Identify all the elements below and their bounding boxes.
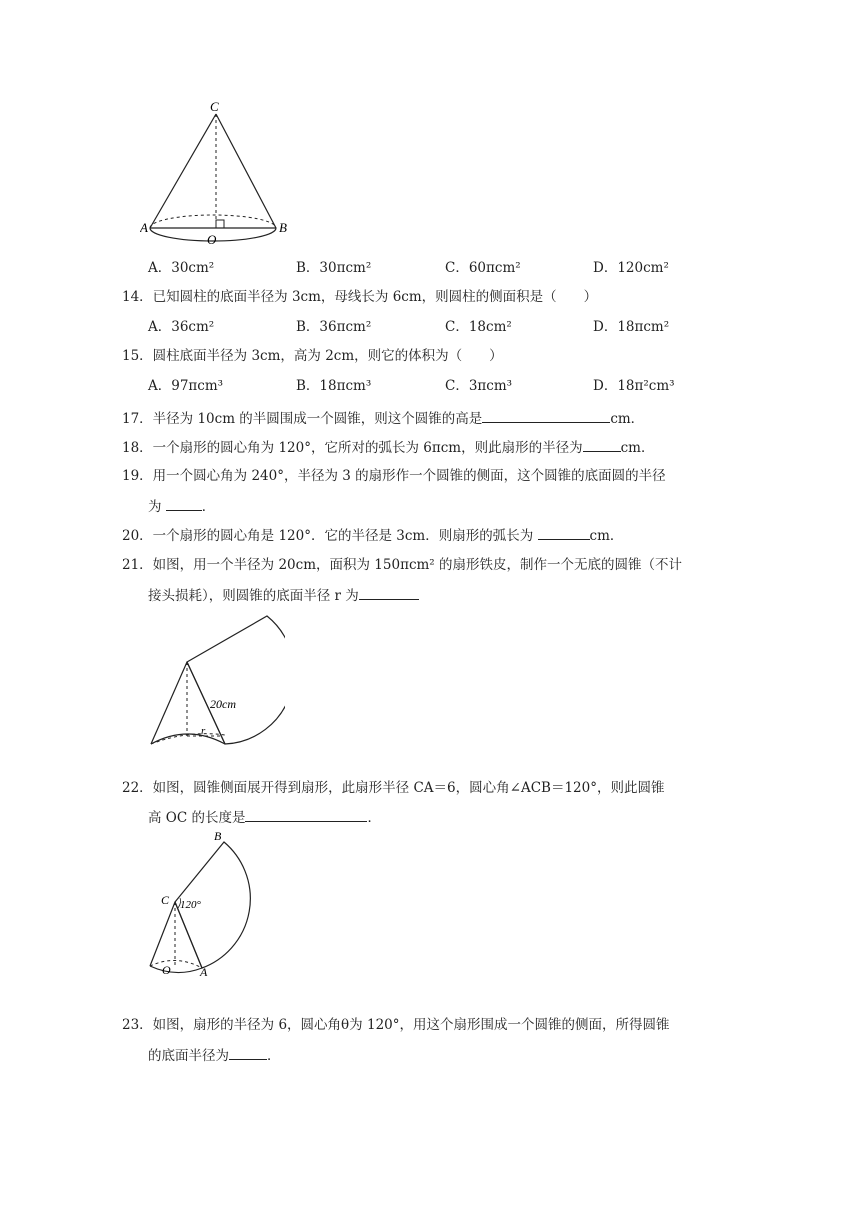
q18-unit: cm． bbox=[620, 440, 655, 456]
q20-text: 20．一个扇形的圆心角是 120°．它的半径是 3cm．则扇形的弧长为 bbox=[122, 528, 534, 544]
q19-answer-blank[interactable] bbox=[166, 497, 202, 511]
q14-option-c: C．18cm² bbox=[445, 319, 512, 335]
q19-text: 为 bbox=[148, 499, 162, 515]
angle-label: 120° bbox=[180, 899, 201, 911]
label-B: B bbox=[279, 220, 287, 235]
radius-label: 20cm bbox=[210, 697, 236, 711]
q17-text: 17．半径为 10cm 的半圆围成一个圆锥，则这个圆锥的高是 bbox=[122, 411, 483, 427]
label-A: A bbox=[200, 965, 208, 978]
q22-end: ． bbox=[367, 810, 381, 826]
question-23-line2 bbox=[148, 1046, 281, 1065]
question-18 bbox=[122, 438, 654, 457]
q22-answer-blank[interactable] bbox=[245, 808, 367, 822]
question-15: 15．圆柱底面半径为 3cm，高为 2cm，则它的体积为（ ） bbox=[122, 348, 503, 364]
q18-text: 18．一个扇形的圆心角为 120°，它所对的弧长为 6πcm，则此扇形的半径为 bbox=[122, 440, 583, 456]
q23-answer-blank[interactable] bbox=[229, 1046, 267, 1060]
q14-option-b: B．36πcm² bbox=[296, 319, 372, 335]
question-22-line1: 22．如图，圆锥侧面展开得到扇形，此扇形半径 CA＝6，圆心角∠ACB＝120°，则此圆锥 bbox=[122, 780, 665, 796]
label-B: B bbox=[214, 829, 222, 843]
q14-option-a: A．36cm² bbox=[148, 319, 215, 335]
cone-figure-q13 bbox=[140, 98, 300, 248]
label-A: A bbox=[140, 220, 148, 235]
q22-text: 高 OC 的长度是 bbox=[148, 810, 246, 826]
cone-sector-figure-q21 bbox=[145, 612, 285, 760]
label-O: O bbox=[162, 963, 171, 977]
label-O: O bbox=[207, 232, 217, 247]
question-21-line2 bbox=[148, 586, 419, 605]
q14-option-d: D．18πcm² bbox=[593, 319, 670, 335]
q17-unit: cm． bbox=[610, 411, 645, 427]
question-19-line1: 19．用一个圆心角为 240°，半径为 3 的扇形作一个圆锥的侧面，这个圆锥的底面圆的半径 bbox=[122, 468, 666, 484]
question-22-line2 bbox=[148, 808, 381, 827]
q20-answer-blank[interactable] bbox=[538, 526, 590, 540]
q21-answer-blank[interactable] bbox=[359, 586, 419, 600]
question-14: 14．已知圆柱的底面半径为 3cm，母线长为 6cm，则圆柱的侧面积是（ ） bbox=[122, 289, 598, 305]
question-20 bbox=[122, 526, 623, 545]
label-r: r bbox=[201, 725, 206, 737]
q19-end: ． bbox=[201, 499, 216, 515]
q15-option-c: C．3πcm³ bbox=[445, 378, 513, 394]
q13-option-d: D．120cm² bbox=[593, 260, 669, 276]
question-23-line1: 23．如图，扇形的半径为 6，圆心角θ为 120°，用这个扇形围成一个圆锥的侧面，所得圆锥 bbox=[122, 1017, 670, 1033]
q20-unit: cm． bbox=[589, 528, 624, 544]
q13-option-a: A．30cm² bbox=[148, 260, 215, 276]
q15-option-b: B．18πcm³ bbox=[296, 378, 372, 394]
q18-answer-blank[interactable] bbox=[583, 438, 621, 452]
question-19-line2 bbox=[148, 497, 215, 516]
question-21-line1: 21．如图，用一个半径为 20cm，面积为 150πcm² 的扇形铁皮，制作一个无底的圆锥（不计 bbox=[122, 557, 683, 573]
question-17 bbox=[122, 409, 644, 428]
label-C: C bbox=[210, 99, 219, 114]
q17-answer-blank[interactable] bbox=[482, 409, 610, 423]
q21-text: 接头损耗），则圆锥的底面半径 r 为 bbox=[148, 588, 359, 604]
q23-text: 的底面半径为 bbox=[148, 1048, 229, 1064]
q15-option-d: D．18π²cm³ bbox=[593, 378, 675, 394]
label-C: C bbox=[161, 893, 170, 907]
q13-option-b: B．30πcm² bbox=[296, 260, 372, 276]
cone-sector-figure-q22 bbox=[140, 828, 260, 978]
q15-option-a: A．97πcm³ bbox=[148, 378, 224, 394]
q13-option-c: C．60πcm² bbox=[445, 260, 521, 276]
q23-end: ． bbox=[267, 1048, 281, 1064]
